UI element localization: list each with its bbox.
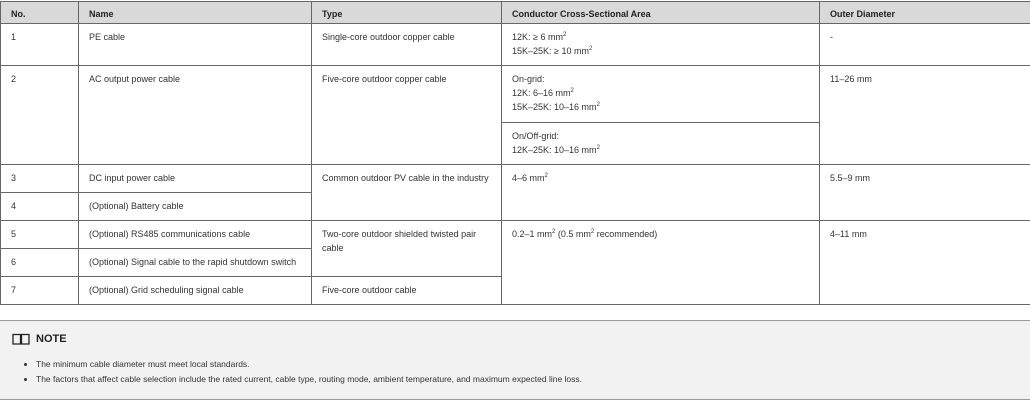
- cell-area: [502, 123, 820, 165]
- table-row: [1, 165, 1030, 193]
- header-area: Conductor Cross-Sectional Area: [502, 2, 820, 24]
- cell-diameter: 5.5–9 mm: [820, 165, 1030, 221]
- area-line: 12K: ≥ 6 $mm^2$: [512, 32, 567, 42]
- note-list: [0, 357, 582, 387]
- cell-type: Two-core outdoor shielded twisted pair cable: [312, 221, 502, 277]
- cell-name: (Optional) Battery cable: [79, 193, 312, 221]
- cell-no: 4: [1, 193, 79, 221]
- cell-no: 7: [1, 277, 79, 305]
- cell-name: PE cable: [79, 24, 312, 66]
- cell-name: AC output power cable: [79, 66, 312, 165]
- cell-diameter: 4–11 mm: [820, 221, 1030, 305]
- table-row: [1, 24, 1030, 66]
- area-line: 12K: 6–16 $mm^2$: [512, 88, 574, 98]
- cell-name: (Optional) Signal cable to the rapid shutdown switch: [79, 249, 312, 277]
- note-box: [0, 320, 1030, 400]
- note-item: • The factors that affect cable selection include the rated current, cable type, routing mode, ambient temperature, and maximum expected line loss.: [36, 372, 582, 387]
- cell-area: [502, 66, 820, 123]
- cable-spec-table: [0, 1, 1030, 305]
- note-title: NOTE: [36, 333, 67, 345]
- cell-type: Five-core outdoor cable: [312, 277, 502, 305]
- header-diameter: Outer Diameter: [820, 2, 1030, 24]
- cell-area: [502, 221, 820, 305]
- header-name: Name: [79, 2, 312, 24]
- note-item: • The minimum cable diameter must meet local standards.: [36, 357, 582, 372]
- cell-no: 5: [1, 221, 79, 249]
- cell-no: 1: [1, 24, 79, 66]
- book-icon: [12, 333, 30, 345]
- cell-type: Common outdoor PV cable in the industry: [312, 165, 502, 221]
- area-line: 15K–25K: ≥ 10 $mm^2$: [512, 46, 593, 56]
- cell-name: (Optional) RS485 communications cable: [79, 221, 312, 249]
- area-line: 4–6 $mm^2$: [512, 173, 548, 183]
- cell-area: [502, 165, 820, 221]
- cell-area: [502, 24, 820, 66]
- cell-name: DC input power cable: [79, 165, 312, 193]
- cell-type: Single-core outdoor copper cable: [312, 24, 502, 66]
- cell-diameter: -: [820, 24, 1030, 66]
- note-header: [12, 333, 67, 345]
- table-row: [1, 221, 1030, 249]
- area-line: 12K–25K: 10–16 $mm^2$: [512, 145, 600, 155]
- table-row: [1, 66, 1030, 123]
- cell-type: Five-core outdoor copper cable: [312, 66, 502, 165]
- cell-diameter: 11–26 mm: [820, 66, 1030, 165]
- area-line: 15K–25K: 10–16 $mm^2$: [512, 102, 600, 112]
- area-line: 0.2–1 $mm^2$ (0.5 $mm^2$ recommended): [512, 229, 658, 239]
- cell-no: 2: [1, 66, 79, 165]
- cell-no: 6: [1, 249, 79, 277]
- table-header-row: [1, 2, 1030, 24]
- area-line: On/Off-grid:: [512, 131, 559, 141]
- header-type: Type: [312, 2, 502, 24]
- header-no: No.: [1, 2, 79, 24]
- area-line: On-grid:: [512, 74, 545, 84]
- cell-name: (Optional) Grid scheduling signal cable: [79, 277, 312, 305]
- cell-no: 3: [1, 165, 79, 193]
